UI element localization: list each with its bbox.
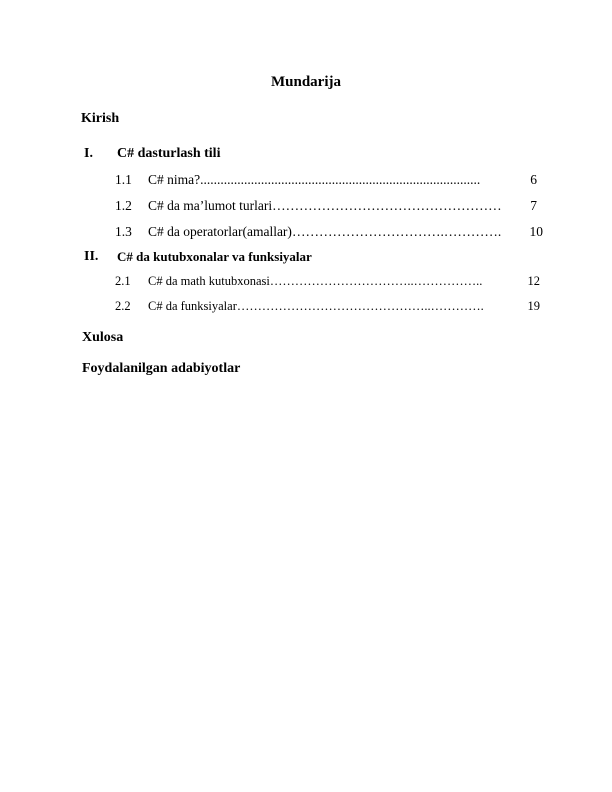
item-1-2-leader: …………………………………………… — [272, 198, 502, 213]
toc-item-2-1 — [148, 274, 540, 289]
item-1-1-leader: ................................................................................... — [200, 172, 481, 187]
section-1-title: C# dasturlash tili — [117, 146, 221, 161]
toc-item-1-3 — [148, 224, 543, 240]
toc-item-1-2 — [148, 198, 537, 214]
item-2-2-number: 2.2 — [115, 299, 131, 313]
item-1-1-number: 1.1 — [115, 172, 132, 187]
item-1-3-label: C# da operatorlar(amallar) — [148, 224, 292, 239]
item-2-1-label: C# da math kutubxonasi — [148, 274, 270, 288]
item-1-2-label: C# da ma’lumot turlari — [148, 198, 273, 213]
item-1-3-page: 10 — [529, 224, 543, 239]
item-2-2-leader: ………………………………………..…………. — [236, 299, 484, 313]
item-2-2-page: 19 — [527, 299, 540, 313]
item-1-3-number: 1.3 — [115, 224, 132, 239]
page-title: Mundarija — [270, 74, 341, 90]
item-2-2-label: C# da funksiyalar — [148, 299, 237, 313]
section-2-number: II. — [84, 249, 99, 264]
toc-conclusion: Xulosa — [82, 330, 124, 345]
section-2-title: C# da kutubxonalar va funksiyalar — [117, 249, 312, 264]
item-2-1-leader: ……………………………..…………….. — [269, 274, 483, 288]
toc-item-2-2 — [148, 299, 540, 314]
item-1-2-page: 7 — [530, 198, 537, 213]
item-1-3-leader: …………………………….…………. — [291, 224, 502, 239]
item-1-1-label: C# nima? — [148, 172, 201, 187]
toc-item-1-1 — [148, 172, 537, 188]
toc-references: Foydalanilgan adabiyotlar — [82, 361, 241, 376]
item-1-1-page: 6 — [530, 172, 537, 187]
item-2-1-number: 2.1 — [115, 274, 131, 288]
item-1-2-number: 1.2 — [115, 198, 132, 213]
item-2-1-page: 12 — [527, 274, 540, 288]
toc-intro: Kirish — [81, 111, 120, 126]
section-1-number: I. — [84, 146, 93, 161]
